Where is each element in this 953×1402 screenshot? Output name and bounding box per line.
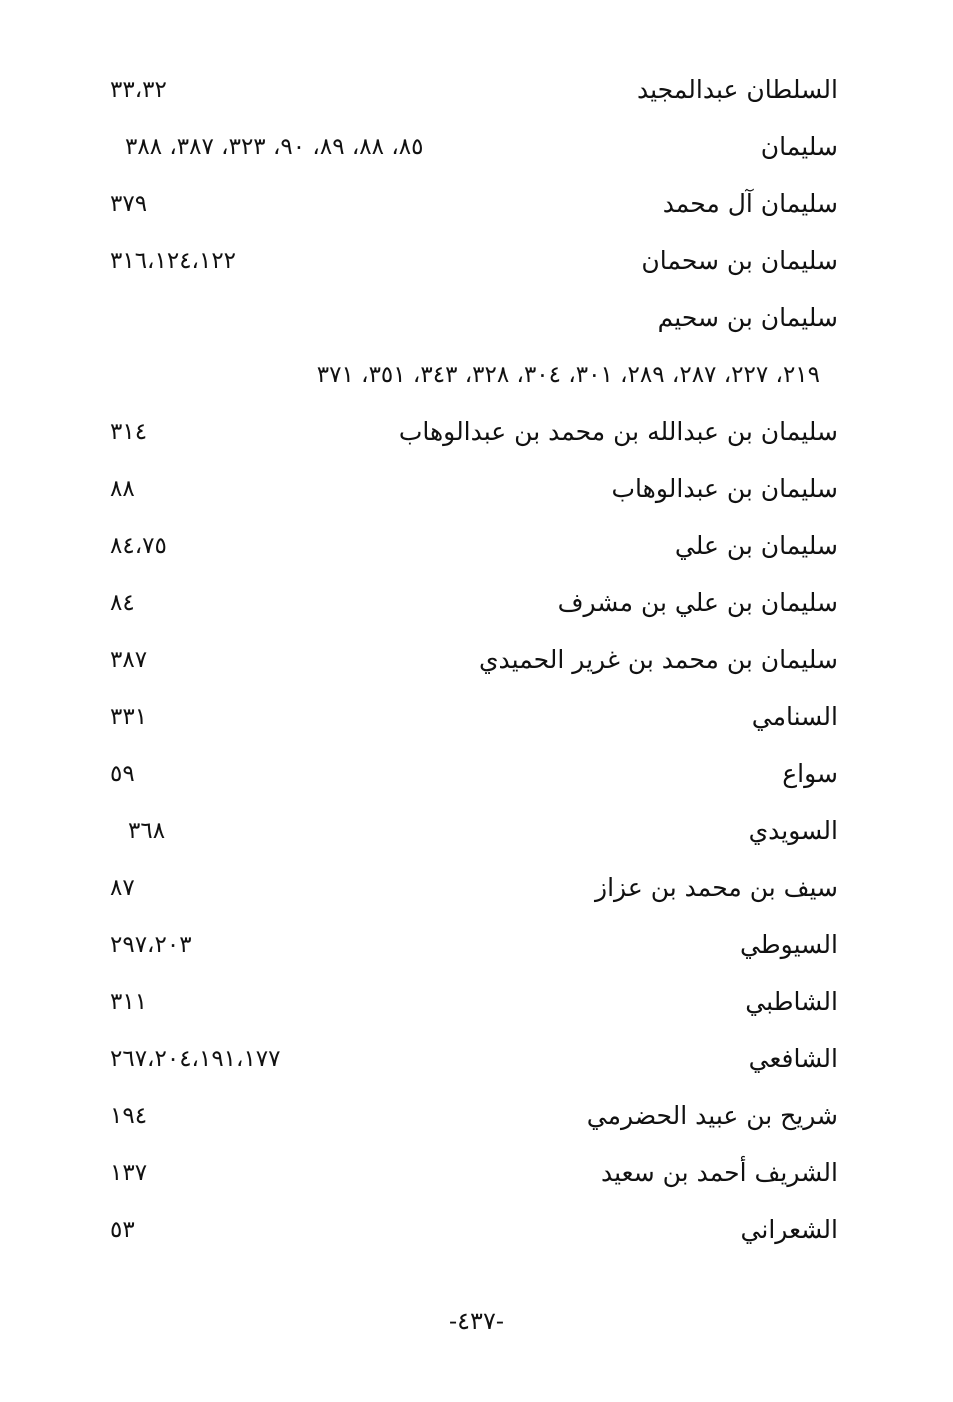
entry-pages: ٣٧٩	[110, 191, 148, 217]
index-entry	[110, 1153, 838, 1193]
entry-pages: ٣٨٧	[110, 647, 148, 673]
entry-pages: ٨٤	[110, 590, 135, 616]
entry-name: سليمان بن سحيم	[657, 303, 838, 332]
entry-pages: ١٩٤	[110, 1103, 148, 1129]
entry-pages: ٢٩٧،٢٠٣	[110, 932, 192, 958]
entry-name: السويدي	[748, 816, 838, 845]
entry-name: الشافعي	[748, 1044, 838, 1073]
entry-name: سليمان بن محمد بن غرير الحميدي	[478, 645, 838, 674]
index-entry	[110, 127, 838, 167]
entry-pages: ٣١٦،١٢٤،١٢٢	[110, 248, 237, 274]
entry-name: الشعراني	[740, 1215, 838, 1244]
entry-name: سليمان بن علي بن مشرف	[557, 588, 838, 617]
index-entry	[110, 811, 838, 851]
entry-pages: ٨٥، ٨٨، ٨٩، ٩٠، ٣٢٣، ٣٨٧، ٣٨٨	[125, 134, 424, 160]
entry-pages: ٥٩	[110, 761, 135, 787]
index-entry	[110, 412, 838, 452]
entry-pages: ٨٨	[110, 476, 135, 502]
entry-name: سليمان بن عبدالوهاب	[611, 474, 838, 503]
index-entry	[110, 70, 838, 110]
entry-name: الشريف أحمد بن سعيد	[601, 1158, 838, 1187]
entry-name: سليمان بن سحمان	[641, 246, 838, 275]
index-entry-continuation	[110, 355, 838, 395]
entry-name: سيف بن محمد بن عزاز	[595, 873, 838, 902]
entry-name: السلطان عبدالمجيد	[637, 75, 838, 104]
entry-pages: ١٣٧	[110, 1160, 148, 1186]
index-entry	[110, 1210, 838, 1250]
entry-name: شريح بن عبيد الحضرمي	[586, 1101, 838, 1130]
entry-name: الشاطبي	[745, 987, 838, 1016]
index-entry	[110, 184, 838, 224]
index-entry	[110, 241, 838, 281]
page-number: -٤٣٧-	[449, 1307, 504, 1335]
entry-pages: ٣١٤	[110, 419, 148, 445]
entry-name: سليمان	[760, 132, 838, 161]
index-entry	[110, 583, 838, 623]
entry-pages: ٥٣	[110, 1217, 135, 1243]
index-entry	[110, 1096, 838, 1136]
entry-name: سليمان آل محمد	[662, 189, 838, 218]
index-entry	[110, 754, 838, 794]
entry-pages: ٢١٩، ٢٢٧، ٢٨٧، ٢٨٩، ٣٠١، ٣٠٤، ٣٢٨، ٣٤٣، ٣٥١، ٣٧١	[316, 362, 820, 388]
index-entry	[110, 469, 838, 509]
entry-pages: ٨٧	[110, 875, 135, 901]
entry-pages: ٣٦٨	[128, 818, 166, 844]
entry-name: سليمان بن علي	[674, 531, 838, 560]
index-entry	[110, 526, 838, 566]
entry-name: السيوطي	[739, 930, 838, 959]
index-entry	[110, 640, 838, 680]
index-entry	[110, 982, 838, 1022]
entry-pages: ٣٣١	[110, 704, 148, 730]
entry-pages: ٣٣،٣٢	[110, 77, 167, 103]
index-entry	[110, 1039, 838, 1079]
entry-pages: ٢٦٧،٢٠٤،١٩١،١٧٧	[110, 1046, 281, 1072]
entry-name: سليمان بن عبدالله بن محمد بن عبدالوهاب	[398, 417, 838, 446]
entry-pages: ٨٤،٧٥	[110, 533, 167, 559]
index-entry	[110, 697, 838, 737]
index-entry	[110, 298, 838, 338]
entry-name: سواع	[782, 759, 838, 788]
entry-pages: ٣١١	[110, 989, 148, 1015]
index-entry	[110, 868, 838, 908]
entry-name: السنامي	[751, 702, 838, 731]
index-entry	[110, 925, 838, 965]
